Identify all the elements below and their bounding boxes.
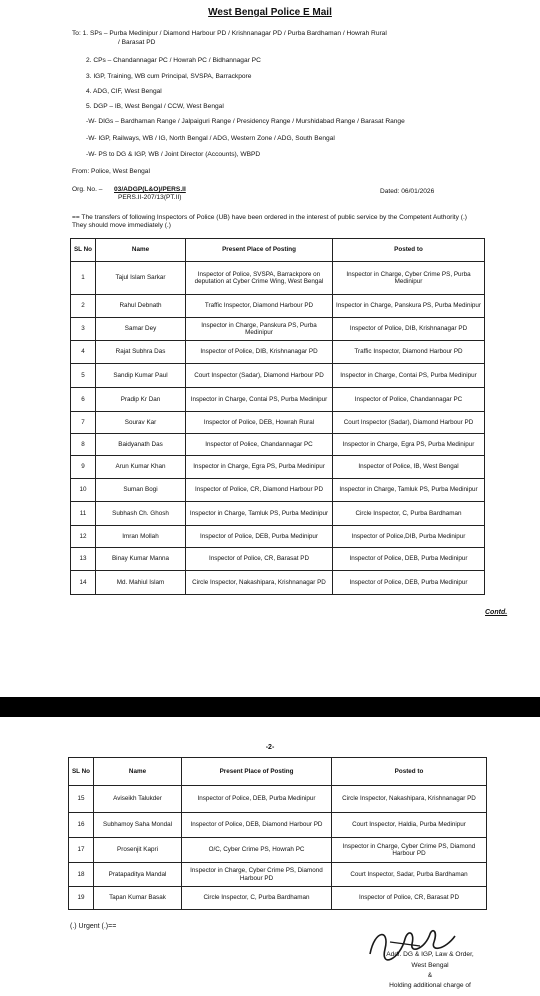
header-posted: Posted to [332, 758, 487, 786]
to-line-2: / Barasat PD [118, 39, 156, 46]
header-posted: Posted to [333, 239, 485, 262]
cell-sl: 14 [71, 571, 96, 595]
cell-posted-to: Inspector in Charge, Egra PS, Purba Medinipur [333, 434, 485, 456]
cell-posted-to: Inspector in Charge, Cyber Crime PS, Diamond Harbour PD [332, 838, 487, 863]
cell-posted-to: Circle Inspector, Nakashipara, Krishnanagar PD [332, 786, 487, 813]
cell-posted-to: Court Inspector, Haldia, Purba Medinipur [332, 813, 487, 838]
cell-name: Tapan Kumar Basak [94, 887, 182, 910]
header-present: Present Place of Posting [186, 239, 333, 262]
cell-present-posting: Inspector in Charge, Egra PS, Purba Medinipur [186, 456, 333, 479]
header-name: Name [96, 239, 186, 262]
cell-sl: 17 [69, 838, 94, 863]
cell-present-posting: Traffic Inspector, Diamond Harbour PD [186, 295, 333, 318]
table-row [71, 388, 485, 412]
cell-name: Subhash Ch. Ghosh [96, 502, 186, 526]
cell-present-posting: Inspector in Charge, Tamluk PS, Purba Medinipur [186, 502, 333, 526]
table-row [71, 479, 485, 502]
document-title: West Bengal Police E Mail [208, 7, 332, 18]
header-sl: SL No [69, 758, 94, 786]
cell-posted-to: Court Inspector (Sadar), Diamond Harbour PD [333, 412, 485, 434]
cell-name: Arun Kumar Khan [96, 456, 186, 479]
cell-posted-to: Circle Inspector, C, Purba Bardhaman [333, 502, 485, 526]
cell-present-posting: Inspector in Charge, Panskura PS, Purba Medinipur [186, 318, 333, 341]
cell-present-posting: Inspector of Police, Chandannagar PC [186, 434, 333, 456]
cell-sl: 3 [71, 318, 96, 341]
transfer-table-page-1 [70, 238, 485, 595]
cell-name: Sourav Kar [96, 412, 186, 434]
to-line-9: -W- PS to DG & IGP, WB / Joint Director (Accounts), WBPD [86, 151, 261, 158]
cell-sl: 5 [71, 364, 96, 388]
cell-posted-to: Inspector of Police, DIB, Krishnanagar PD [333, 318, 485, 341]
cell-posted-to: Inspector of Police, CR, Barasat PD [332, 887, 487, 910]
cell-posted-to: Inspector of Police, DEB, Purba Medinipur [333, 571, 485, 595]
page-separator [0, 697, 540, 717]
cell-sl: 4 [71, 341, 96, 364]
transfer-table-page-2 [68, 757, 487, 910]
cell-sl: 2 [71, 295, 96, 318]
table-row [71, 364, 485, 388]
table-row [69, 838, 487, 863]
cell-name: Suman Bogi [96, 479, 186, 502]
cell-name: Samar Dey [96, 318, 186, 341]
body-text: == The transfers of following Inspectors of Police (UB) have been ordered in the interest of public service by the Competent Authority (.) They should move immediately (.) [72, 214, 467, 229]
table-row [71, 548, 485, 571]
cell-sl: 1 [71, 262, 96, 295]
cell-sl: 6 [71, 388, 96, 412]
table-row [71, 434, 485, 456]
table-row [71, 262, 485, 295]
to-line-8: -W- IGP, Railways, WB / IG, North Bengal / ADG, Western Zone / ADG, South Bengal [86, 135, 335, 142]
signatory-line-4: Holding additional charge of [389, 982, 471, 989]
table-row [71, 295, 485, 318]
cell-posted-to: Inspector of Police, Chandannagar PC [333, 388, 485, 412]
cell-present-posting: Inspector of Police, DEB, Diamond Harbour PD [182, 813, 332, 838]
cell-present-posting: Inspector of Police, DEB, Purba Medinipur [182, 786, 332, 813]
page-number: -2- [265, 744, 275, 751]
cell-present-posting: Inspector of Police, DEB, Howrah Rural [186, 412, 333, 434]
cell-name: Pradip Kr Dan [96, 388, 186, 412]
cell-name: Pratapaditya Mandal [94, 863, 182, 887]
urgent-note [70, 923, 116, 930]
header-sl: SL No [71, 239, 96, 262]
table-row [69, 887, 487, 910]
cell-posted-to: Inspector in Charge, Tamluk PS, Purba Medinipur [333, 479, 485, 502]
cell-present-posting: Inspector of Police, SVSPA, Barrackpore on deputation at Cyber Crime Wing, West Bengal [186, 262, 333, 295]
cell-sl: 13 [71, 548, 96, 571]
cell-sl: 18 [69, 863, 94, 887]
to-line-3: 2. CPs – Chandannagar PC / Howrah PC / Bidhannagar PC [86, 57, 261, 64]
cell-present-posting: Court Inspector (Sadar), Diamond Harbour PD [186, 364, 333, 388]
org-number: 03/ADGP(L&O)/PERS.II [114, 186, 186, 193]
cell-present-posting: Inspector in Charge, Cyber Crime PS, Diamond Harbour PD [182, 863, 332, 887]
dated: Dated: 06/01/2026 [380, 188, 435, 195]
table-row [71, 502, 485, 526]
cell-name: Md. Mahiul Islam [96, 571, 186, 595]
cell-posted-to: Inspector in Charge, Cyber Crime PS, Purba Medinipur [333, 262, 485, 295]
table-row [71, 571, 485, 595]
table-row [71, 318, 485, 341]
cell-name: Baidyanath Das [96, 434, 186, 456]
cell-sl: 19 [69, 887, 94, 910]
table-row [71, 341, 485, 364]
cell-sl: 16 [69, 813, 94, 838]
table-row [69, 786, 487, 813]
table-row [71, 456, 485, 479]
table-row [71, 526, 485, 548]
cell-present-posting: O/C, Cyber Crime PS, Howrah PC [182, 838, 332, 863]
signatory-line-2: West Bengal [411, 962, 449, 969]
cell-present-posting: Inspector of Police, DEB, Purba Medinipur [186, 526, 333, 548]
cell-name: Rajat Subhra Das [96, 341, 186, 364]
cell-name: Binay Kumar Manna [96, 548, 186, 571]
cell-posted-to: Inspector in Charge, Panskura PS, Purba Medinipur [333, 295, 485, 318]
signatory-line-1: Addl. DG & IGP, Law & Order, [386, 951, 474, 958]
cell-present-posting: Circle Inspector, C, Purba Bardhaman [182, 887, 332, 910]
signatory-line-3: & [427, 972, 433, 979]
from-line: From: Police, West Bengal [72, 168, 150, 175]
cell-sl: 15 [69, 786, 94, 813]
cell-sl: 10 [71, 479, 96, 502]
to-line-1: To: 1. SPs – Purba Medinipur / Diamond Harbour PD / Krishnanagar PD / Purba Bardhaman / Howrah Rural [72, 30, 387, 37]
table-row [71, 412, 485, 434]
cell-posted-to: Traffic Inspector, Diamond Harbour PD [333, 341, 485, 364]
cell-posted-to: Inspector of Police, IB, West Bengal [333, 456, 485, 479]
cell-sl: 11 [71, 502, 96, 526]
to-line-7: -W- DIGs – Bardhaman Range / Jalpaiguri Range / Presidency Range / Murshidabad Range / Barasat Range [86, 118, 405, 125]
to-line-4: 3. IGP, Training, WB cum Principal, SVSPA, Barrackpore [86, 73, 252, 80]
table-row [69, 863, 487, 887]
cell-posted-to: Court Inspector, Sadar, Purba Bardhaman [332, 863, 487, 887]
page-two [0, 717, 540, 996]
cell-name: Subhamoy Saha Mondal [94, 813, 182, 838]
cell-present-posting: Inspector of Police, CR, Barasat PD [186, 548, 333, 571]
cell-name: Prosenjit Kapri [94, 838, 182, 863]
cell-name: Aviseikh Talukder [94, 786, 182, 813]
table-row [69, 813, 487, 838]
cell-name: Sandip Kumar Paul [96, 364, 186, 388]
header-name: Name [94, 758, 182, 786]
cell-present-posting: Inspector in Charge, Contai PS, Purba Medinipur [186, 388, 333, 412]
cell-posted-to: Inspector of Police,DIB, Purba Medinipur [333, 526, 485, 548]
org-label: Org. No. – [72, 186, 103, 193]
header-present: Present Place of Posting [182, 758, 332, 786]
to-line-5: 4. ADG, CIF, West Bengal [86, 88, 162, 95]
cell-sl: 9 [71, 456, 96, 479]
to-line-6: 5. DGP – IB, West Bengal / CCW, West Bengal [86, 103, 224, 110]
cell-present-posting: Inspector of Police, CR, Diamond Harbour PD [186, 479, 333, 502]
cell-posted-to: Inspector of Police, DEB, Purba Medinipur [333, 548, 485, 571]
cell-posted-to: Inspector in Charge, Contai PS, Purba Medinipur [333, 364, 485, 388]
org-number-2: PERS.II-207/13(PT.II) [118, 194, 182, 201]
cell-sl: 8 [71, 434, 96, 456]
cell-present-posting: Inspector of Police, DIB, Krishnanagar PD [186, 341, 333, 364]
cell-name: Tajul Islam Sarkar [96, 262, 186, 295]
cell-sl: 12 [71, 526, 96, 548]
cell-name: Rahul Debnath [96, 295, 186, 318]
continued-note: Contd. [485, 609, 508, 616]
cell-sl: 7 [71, 412, 96, 434]
urgent-text: (.) Urgent (.)== [70, 923, 117, 930]
cell-name: Imran Mollah [96, 526, 186, 548]
cell-present-posting: Circle Inspector, Nakashipara, Krishnanagar PD [186, 571, 333, 595]
